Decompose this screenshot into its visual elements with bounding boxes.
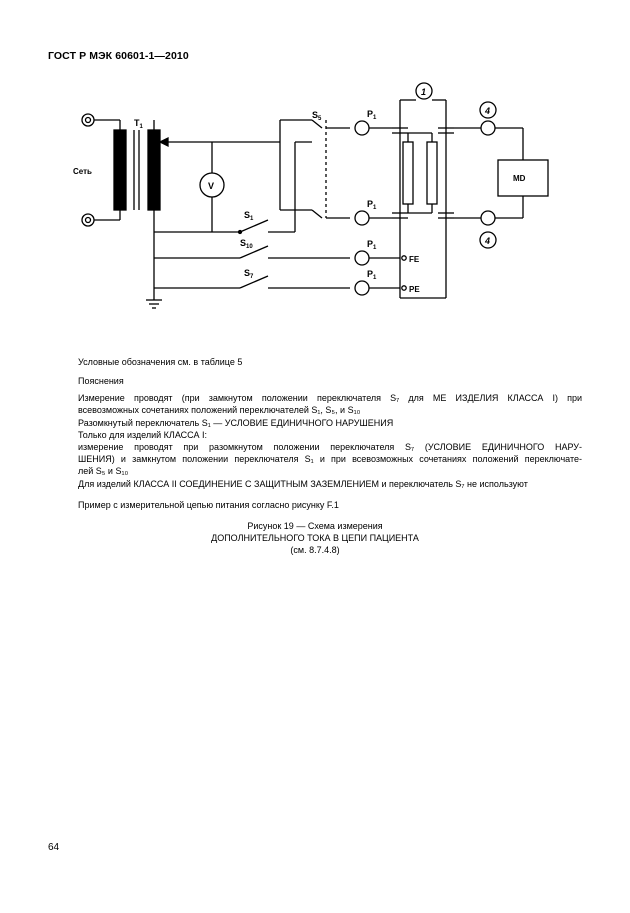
s1-label: $S_1$ bbox=[244, 210, 254, 222]
note-paragraph-3: Только для изделий КЛАССА I: bbox=[78, 430, 207, 440]
s5-label: $S_5$ bbox=[312, 110, 322, 122]
s10-label: $S_{10}$ bbox=[240, 238, 253, 250]
p1-terminal-3 bbox=[355, 251, 369, 265]
voltmeter-label: V bbox=[208, 181, 215, 191]
p1-label-2: $P_1$ bbox=[367, 199, 377, 211]
resistor-left bbox=[403, 142, 413, 204]
md-label: MD bbox=[513, 174, 526, 183]
p1-label-4: $P_1$ bbox=[367, 269, 377, 281]
mains-terminal-bottom bbox=[82, 214, 94, 226]
s7-label: $S_7$ bbox=[244, 268, 254, 280]
page-number: 64 bbox=[48, 842, 60, 853]
p1-label-3: $P_1$ bbox=[367, 239, 377, 251]
p1-terminal-2 bbox=[355, 211, 369, 225]
t1-label: $T_1$ bbox=[134, 118, 143, 130]
p1-label-1: $P_1$ bbox=[367, 109, 377, 121]
document-header: ГОСТ Р МЭК 60601-1—2010 bbox=[48, 50, 189, 62]
fe-label: FE bbox=[409, 255, 420, 264]
marker-4-top-label: 4 bbox=[485, 106, 491, 116]
note-paragraph-4-line-3: лей S₅ и S₁₀ bbox=[78, 466, 129, 476]
note-paragraph-4-line-1: измерение проводят при разомкнутом положении переключателя S₇ (УСЛОВИЕ ЕДИНИЧНОГО НАРУ- bbox=[78, 442, 582, 452]
notes-title: Пояснения bbox=[78, 376, 124, 386]
ground-icon bbox=[146, 300, 162, 308]
circuit-diagram bbox=[0, 0, 630, 330]
marker-4-bottom-label: 4 bbox=[485, 236, 491, 246]
note-paragraph-6: Пример с измерительной цепью питания согласно рисунку F.1 bbox=[78, 500, 339, 510]
mains-terminal-top bbox=[82, 114, 94, 126]
note-paragraph-2: Разомкнутый переключатель S₁ — УСЛОВИЕ ЕДИНИЧНОГО НАРУШЕНИЯ bbox=[78, 418, 394, 428]
applied-part-terminal-top bbox=[481, 121, 495, 135]
figure-caption-line-1: Рисунок 19 — Схема измерения bbox=[247, 521, 383, 531]
applied-part-terminal-bottom bbox=[481, 211, 495, 225]
marker-1-label: 1 bbox=[421, 87, 427, 97]
note-paragraph-5: Для изделий КЛАССА II СОЕДИНЕНИЕ С ЗАЩИТНЫМ ЗАЗЕМЛЕНИЕМ и переключатель S₇ не используют bbox=[78, 479, 528, 489]
figure-caption-line-3: (см. 8.7.4.8) bbox=[290, 545, 340, 555]
p1-terminal-4 bbox=[355, 281, 369, 295]
transformer-t1 bbox=[114, 130, 160, 210]
p1-terminal-1 bbox=[355, 121, 369, 135]
mains-label: Сеть bbox=[73, 167, 92, 176]
note-paragraph-4-line-2: ШЕНИЯ) и замкнутом положении переключателя S₁ и при всевозможных сочетаниях положений переключате- bbox=[78, 454, 582, 464]
figure-caption-line-2: ДОПОЛНИТЕЛЬНОГО ТОКА В ЦЕПИ ПАЦИЕНТА bbox=[211, 533, 419, 543]
note-paragraph-1-line-1: Измерение проводят (при замкнутом положении переключателя S₇ для МЕ ИЗДЕЛИЯ КЛАССА I) при bbox=[78, 393, 582, 403]
pe-label: PE bbox=[409, 285, 420, 294]
resistor-right bbox=[427, 142, 437, 204]
note-paragraph-1-line-2: всевозможных сочетаниях положений переключателей S₁, S₅, и S₁₀ bbox=[78, 405, 361, 415]
legend-reference: Условные обозначения см. в таблице 5 bbox=[78, 357, 243, 367]
